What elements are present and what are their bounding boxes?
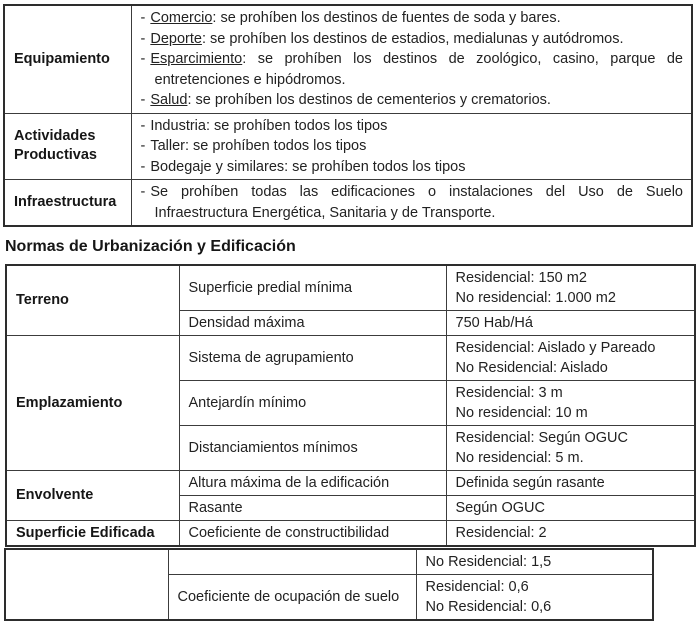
item-term: Deporte (150, 30, 202, 47)
dash-bullet: - (140, 92, 146, 108)
table-row (4, 180, 692, 227)
value-line: No residencial: 10 m (455, 405, 588, 421)
value-cell (446, 336, 695, 381)
list-item (141, 49, 684, 90)
table-row (4, 5, 692, 113)
infraestructura-items-cell (131, 180, 692, 227)
value-line: Definida según rasante (455, 475, 605, 491)
value-line: Residencial: 150 m2 (455, 270, 587, 286)
param-antejardin-minimo: Antejardín mínimo (179, 381, 446, 426)
item-text: : se prohíben los destinos de estadios, medialunas y autódromos. (201, 30, 624, 47)
value-line: No Residencial: 0,6 (425, 599, 552, 615)
dash-bullet: - (140, 117, 146, 134)
value-cell (446, 496, 695, 521)
param-empty (168, 549, 416, 575)
table-row (6, 471, 695, 496)
row-label-emplazamiento: Emplazamiento (6, 336, 179, 471)
param-altura-maxima: Altura máxima de la edificación (179, 471, 446, 496)
item-text: Se prohíben todas las edificaciones o instalaciones del Uso de Suelo Infraestructura Energética, Sanitaria y de Transporte. (150, 184, 683, 221)
item-text: Bodegaje y similares: se prohíben todos los tipos (150, 158, 466, 175)
item-text: Industria: se prohíben todos los tipos (150, 117, 388, 134)
actividades-items-cell (131, 113, 692, 180)
value-cell (416, 549, 653, 575)
row-label-infraestructura: Infraestructura (4, 180, 131, 227)
value-cell (446, 311, 695, 336)
dash-bullet: - (140, 138, 146, 154)
value-cell (446, 471, 695, 496)
item-term: Esparcimiento (150, 51, 243, 67)
row-label-empty (5, 549, 168, 620)
item-term: Comercio (150, 10, 213, 26)
value-line: No residencial: 5 m. (455, 450, 584, 466)
list-item (141, 29, 684, 50)
row-label-equipamiento: Equipamiento (4, 5, 131, 113)
value-line: No Residencial: Aislado (455, 360, 608, 376)
param-rasante: Rasante (179, 496, 446, 521)
table-row (6, 336, 695, 381)
value-line: Residencial: 0,6 (425, 579, 529, 595)
item-text: : se prohíben los destinos de cementerios y crematorios. (187, 92, 551, 108)
list-item (141, 8, 684, 29)
equipamiento-items-cell (131, 5, 692, 113)
list-item (141, 116, 684, 137)
param-distanciamientos-minimos: Distanciamientos mínimos (179, 426, 446, 471)
row-label-superficie-edificada: Superficie Edificada (6, 521, 179, 547)
item-term: Salud (150, 92, 188, 108)
dash-bullet: - (140, 184, 146, 200)
value-line: Residencial: 2 (455, 525, 547, 541)
value-cell (446, 381, 695, 426)
value-line: No Residencial: 1,5 (425, 554, 552, 570)
value-line: 750 Hab/Há (455, 315, 533, 331)
value-line: Residencial: Aislado y Pareado (455, 340, 656, 356)
value-cell (446, 426, 695, 471)
prohibited-uses-table (3, 4, 693, 227)
value-line: Según OGUC (455, 500, 545, 516)
norms-table-continuation (4, 548, 654, 621)
row-label-envolvente: Envolvente (6, 471, 179, 521)
table-row (6, 265, 695, 311)
value-line: No residencial: 1.000 m2 (455, 290, 616, 306)
item-text: Taller: se prohíben todos los tipos (150, 138, 367, 154)
value-cell (446, 521, 695, 547)
table-row (6, 521, 695, 547)
dash-bullet: - (140, 30, 146, 47)
list-item (141, 136, 684, 157)
item-text: : se prohíben los destinos de zoológico, casino, parque de entretenciones e hipódromos. (154, 51, 683, 88)
table-row (4, 113, 692, 180)
param-sistema-agrupamiento: Sistema de agrupamiento (179, 336, 446, 381)
value-cell (416, 575, 653, 621)
row-label-terreno: Terreno (6, 265, 179, 336)
value-line: Residencial: Según OGUC (455, 430, 628, 446)
param-coeficiente-constructibilidad: Coeficiente de constructibilidad (179, 521, 446, 547)
param-densidad-maxima: Densidad máxima (179, 311, 446, 336)
dash-bullet: - (140, 158, 146, 175)
value-line: Residencial: 3 m (455, 385, 563, 401)
section-heading: Normas de Urbanización y Edificación (5, 238, 296, 255)
item-text: : se prohíben los destinos de fuentes de soda y bares. (212, 10, 561, 26)
list-item (141, 90, 684, 111)
urbanization-norms-table (5, 264, 696, 547)
list-item (141, 157, 684, 178)
dash-bullet: - (140, 51, 146, 67)
param-superficie-predial: Superficie predial mínima (179, 265, 446, 311)
row-label-actividades-productivas: Actividades Productivas (4, 113, 131, 180)
param-coeficiente-ocupacion: Coeficiente de ocupación de suelo (168, 575, 416, 621)
table-row (5, 549, 653, 575)
list-item (141, 182, 684, 223)
dash-bullet: - (140, 10, 146, 26)
value-cell (446, 265, 695, 311)
